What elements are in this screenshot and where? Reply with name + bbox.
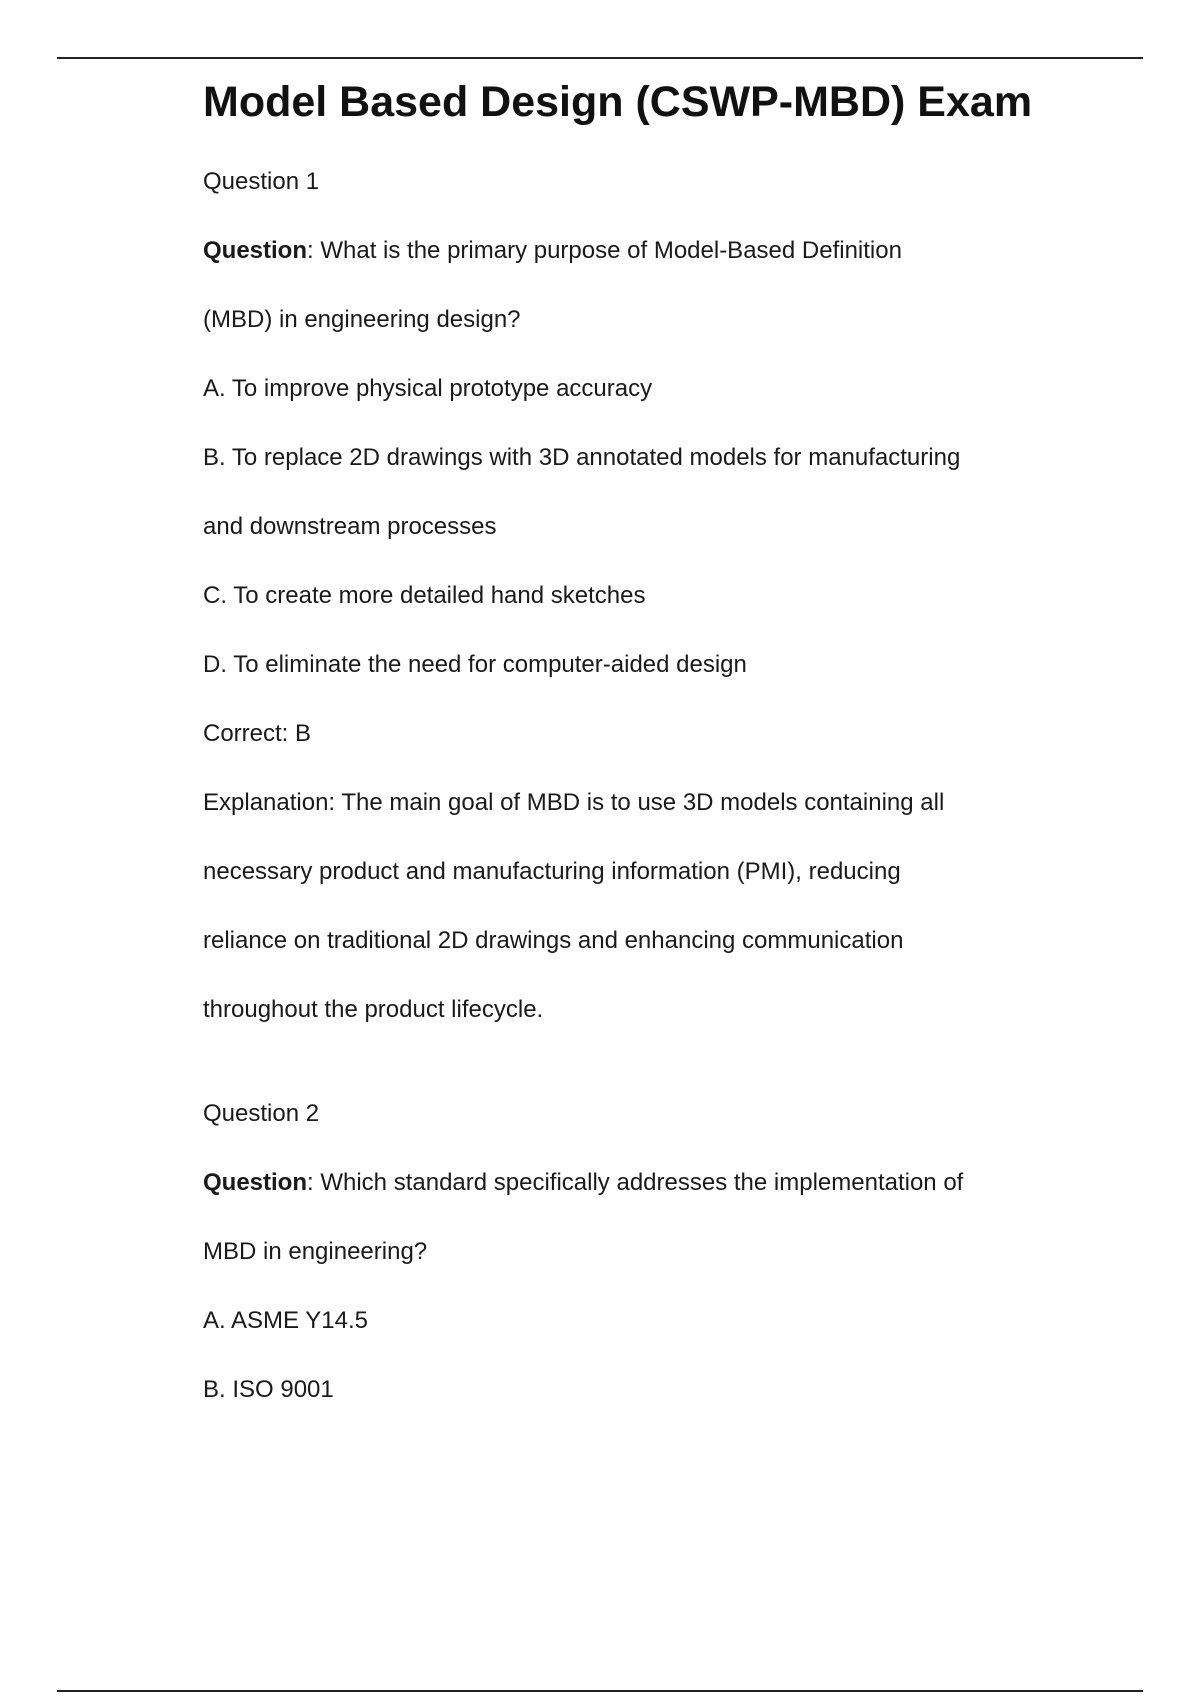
document-title: Model Based Design (CSWP-MBD) Exam [203, 78, 1033, 126]
question-heading: Question 1 [203, 168, 320, 195]
answer-option-b: B. To replace 2D drawings with 3D annotated models for manufacturing [203, 444, 961, 471]
explanation-line: necessary product and manufacturing information (PMI), reducing [203, 858, 901, 885]
question-text-line: MBD in engineering? [203, 1238, 428, 1265]
answer-option-c: C. To create more detailed hand sketches [203, 582, 646, 609]
question-text-line [203, 1148, 1063, 1217]
question-text-line: (MBD) in engineering design? [203, 306, 521, 333]
section-spacer [203, 1044, 1063, 1079]
answer-option-b-continued: and downstream processes [203, 513, 497, 540]
correct-answer: Correct: B [203, 720, 312, 747]
question-block-1 [203, 147, 1063, 1044]
answer-option-a: A. To improve physical prototype accuracy [203, 375, 653, 402]
answer-option-a: A. ASME Y14.5 [203, 1307, 368, 1334]
question-block-2 [203, 1079, 1063, 1424]
answer-option-d: D. To eliminate the need for computer-aided design [203, 651, 747, 678]
question-text: : What is the primary purpose of Model-Based Definition [307, 237, 902, 264]
answer-option-b: B. ISO 9001 [203, 1376, 334, 1403]
footer-rule [57, 1690, 1143, 1692]
explanation-line: Explanation: The main goal of MBD is to use 3D models containing all [203, 789, 945, 816]
question-text-line [203, 216, 1063, 285]
question-heading: Question 2 [203, 1100, 320, 1127]
question-label: Question [203, 237, 308, 264]
header-rule [57, 57, 1143, 59]
document-body [203, 70, 1063, 1424]
explanation-line: reliance on traditional 2D drawings and enhancing communication [203, 927, 904, 954]
question-label: Question [203, 1169, 308, 1196]
explanation-line: throughout the product lifecycle. [203, 996, 544, 1023]
question-text: : Which standard specifically addresses the implementation of [307, 1169, 964, 1196]
